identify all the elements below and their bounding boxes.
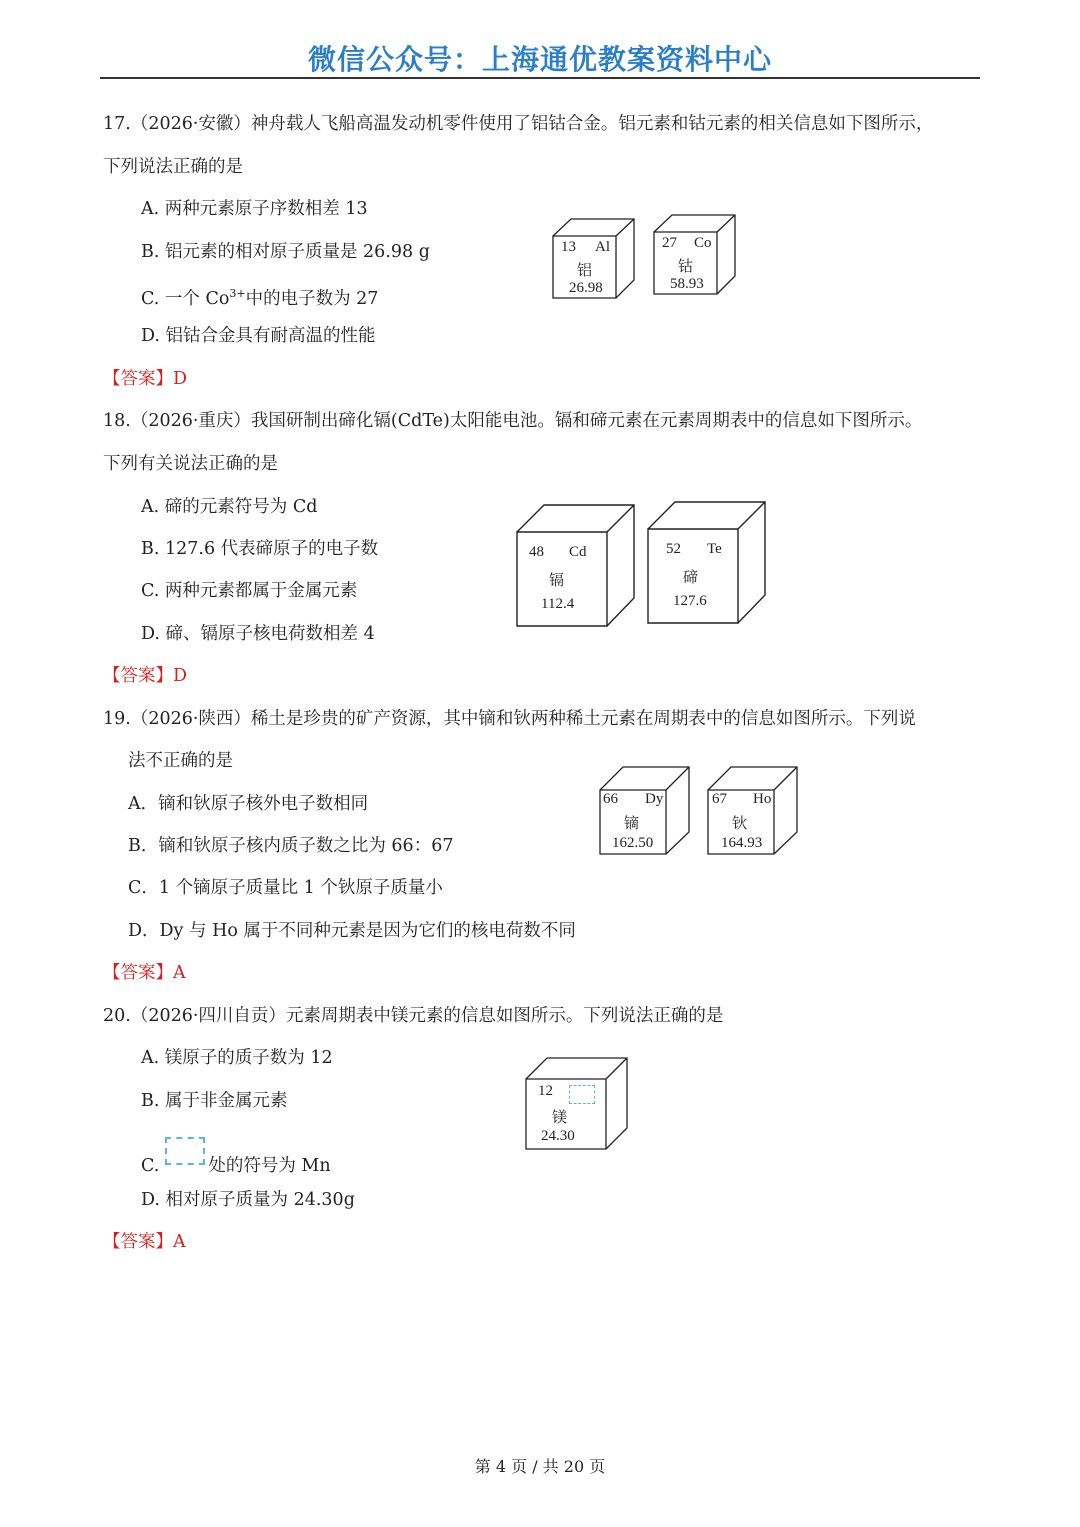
q17-option-b: B. 铝元素的相对原子质量是 26.98 g [141,242,430,262]
element-number: 12 [538,1083,553,1099]
q18-stem-line1: 18.（2026·重庆）我国研制出碲化镉(CdTe)太阳能电池。镉和碲元素在元素周期表中的信息如下图所示。 [103,411,923,431]
element-cube-al [552,218,636,300]
q17-stem-line1: 17.（2026·安徽）神舟载人飞船高温发动机零件使用了铝钴合金。铝元素和钴元素的相关信息如下图所示， [103,114,934,134]
element-mass: 162.50 [612,835,654,851]
element-number: 48 [529,544,544,560]
q20-option-c-rest: 处的符号为 Mn [208,1156,331,1176]
q19-option-c: C．1 个镝原子质量比 1 个钬原子质量小 [128,878,443,898]
q20-option-a: A. 镁原子的质子数为 12 [141,1048,333,1068]
page-footer: 第 4 页 / 共 20 页 [474,1457,606,1476]
element-mass: 112.4 [541,596,575,612]
element-mass: 24.30 [541,1128,575,1144]
q18-option-d: D. 碲、镉原子核电荷数相差 4 [141,624,375,644]
q18-answer: 【答案】D [103,666,188,686]
element-symbol: Al [595,239,610,255]
element-symbol: Cd [569,544,587,560]
element-symbol: Co [694,235,712,251]
q19-option-b: B．镝和钬原子核内质子数之比为 66：67 [128,836,454,856]
element-name: 铝 [577,263,593,279]
element-cube-mg [525,1057,629,1151]
element-mass: 58.93 [670,276,704,292]
q19-answer: 【答案】A [103,963,186,983]
element-mass: 26.98 [569,280,603,296]
element-number: 27 [662,235,677,251]
q20-answer: 【答案】A [103,1232,186,1252]
element-cube-cd [516,504,636,628]
q18-stem-line2: 下列有关说法正确的是 [103,454,278,474]
element-symbol: Dy [645,791,664,807]
q18-option-c: C. 两种元素都属于金属元素 [141,581,358,601]
element-number: 13 [561,239,576,255]
q17-option-a: A. 两种元素原子序数相差 13 [141,199,368,219]
element-number: 67 [712,791,727,807]
element-mass: 127.6 [673,593,707,609]
q20-option-d: D. 相对原子质量为 24.30g [141,1190,355,1210]
element-symbol: Ho [753,791,772,807]
element-cube-te [647,501,767,625]
element-name: 碲 [683,570,699,586]
q20-option-c-prefix: C. [141,1156,160,1176]
element-mass: 164.93 [721,835,763,851]
element-name: 钴 [678,259,694,275]
q17-option-d: D. 铝钴合金具有耐高温的性能 [141,326,376,346]
q17-option-c [141,283,378,310]
element-name: 镝 [624,816,640,832]
element-name: 钬 [732,816,748,832]
q17-option-c-charge: 3+ [229,287,246,300]
element-number: 52 [666,541,681,557]
q20-option-c [141,1137,331,1185]
q19-option-a: A．镝和钬原子核外电子数相同 [128,794,369,814]
q17-stem-line2: 下列说法正确的是 [103,157,243,177]
element-cube-ho [707,766,799,856]
q17-answer: 【答案】D [103,369,188,389]
q19-option-d: D．Dy 与 Ho 属于不同种元素是因为它们的核电荷数不同 [128,921,576,941]
q17-option-c-prefix: C. 一个 Co [141,288,230,309]
q20-stem-line1: 20.（2026·四川自贡）元素周期表中镁元素的信息如图所示。下列说法正确的是 [103,1006,724,1026]
header-rule [100,77,980,79]
q17-option-c-rest: 中的电子数为 27 [245,288,379,309]
element-cube-co [653,214,737,296]
q20-option-b: B. 属于非金属元素 [141,1091,288,1111]
q19-stem-line1: 19.（2026·陕西）稀土是珍贵的矿产资源，其中镝和钬两种稀土元素在周期表中的信息如图所示。下列说 [103,709,916,729]
element-name: 镉 [549,573,565,589]
header-title: 微信公众号：上海通优教案资料中心 [307,43,772,76]
q19-stem-line2: 法不正确的是 [128,751,233,771]
element-name: 镁 [552,1110,568,1126]
element-symbol: Te [707,541,722,557]
element-symbol-placeholder [569,1085,595,1104]
dashed-box-icon [165,1137,205,1165]
element-cube-dy [599,766,691,856]
q18-option-b: B. 127.6 代表碲原子的电子数 [141,539,379,559]
q18-option-a: A. 碲的元素符号为 Cd [141,497,318,517]
element-number: 66 [603,791,618,807]
